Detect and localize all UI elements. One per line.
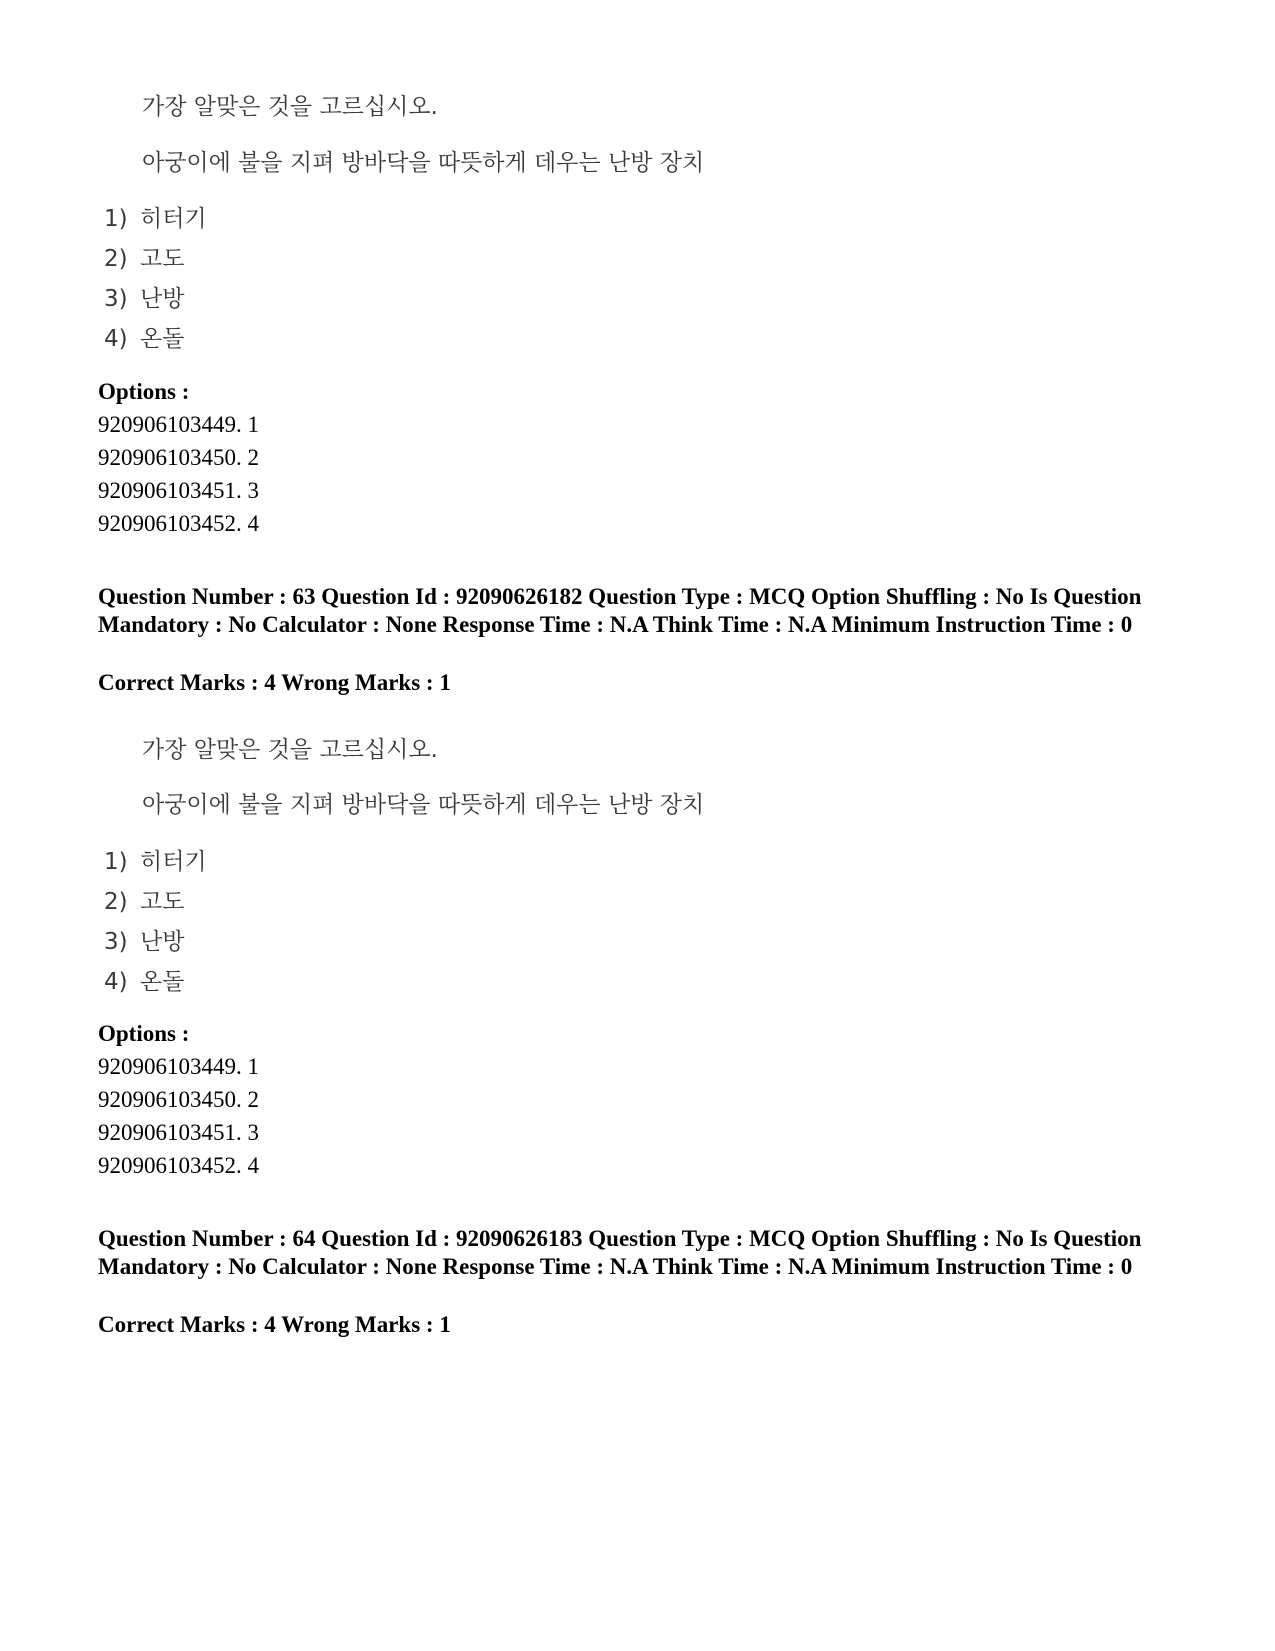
choice-text: 난방 bbox=[140, 929, 185, 955]
question-instruction: 가장 알맞은 것을 고르십시오. bbox=[142, 94, 438, 120]
choice-text: 고도 bbox=[140, 246, 185, 272]
choice-text: 고도 bbox=[140, 889, 185, 915]
choice-item bbox=[104, 200, 207, 233]
choice-number: 1) bbox=[104, 206, 128, 232]
choice-number: 4) bbox=[104, 326, 128, 352]
options-label: Options : bbox=[98, 1021, 190, 1046]
choice-text: 히터기 bbox=[140, 206, 207, 232]
option-line: 920906103449. 1 bbox=[98, 412, 259, 437]
choice-text: 히터기 bbox=[140, 849, 207, 875]
choice-item bbox=[104, 923, 184, 956]
question-header: Question Number : 63 Question Id : 92090626182 Question Type : MCQ Option Shuffling : No Is Question Mandatory : No Calculator : None Response Time : N.A Think Time : N.A Minimum Instruction Time : 0 bbox=[98, 584, 1142, 637]
question-marks: Correct Marks : 4 Wrong Marks : 1 bbox=[98, 1312, 451, 1337]
choice-item bbox=[104, 963, 184, 996]
choice-item bbox=[104, 883, 184, 916]
choice-item bbox=[104, 320, 184, 353]
choice-item bbox=[104, 240, 184, 273]
question-header: Question Number : 64 Question Id : 92090626183 Question Type : MCQ Option Shuffling : No Is Question Mandatory : No Calculator : None Response Time : N.A Think Time : N.A Minimum Instruction Time : 0 bbox=[98, 1226, 1142, 1279]
choice-number: 1) bbox=[104, 849, 128, 875]
choice-number: 2) bbox=[104, 889, 128, 915]
option-line: 920906103450. 2 bbox=[98, 445, 259, 470]
option-line: 920906103449. 1 bbox=[98, 1054, 259, 1079]
option-line: 920906103450. 2 bbox=[98, 1087, 259, 1112]
choice-number: 2) bbox=[104, 246, 128, 272]
question-prompt: 아궁이에 불을 지펴 방바닥을 따뜻하게 데우는 난방 장치 bbox=[142, 150, 705, 176]
option-line: 920906103451. 3 bbox=[98, 1120, 259, 1145]
choice-number: 4) bbox=[104, 969, 128, 995]
question-prompt: 아궁이에 불을 지펴 방바닥을 따뜻하게 데우는 난방 장치 bbox=[142, 792, 705, 818]
choice-text: 온돌 bbox=[140, 969, 185, 995]
choice-number: 3) bbox=[104, 286, 128, 312]
choice-text: 난방 bbox=[140, 286, 185, 312]
option-line: 920906103451. 3 bbox=[98, 478, 259, 503]
options-label: Options : bbox=[98, 379, 190, 404]
question-instruction: 가장 알맞은 것을 고르십시오. bbox=[142, 737, 438, 763]
choice-item bbox=[104, 843, 207, 876]
choice-text: 온돌 bbox=[140, 326, 185, 352]
choice-item bbox=[104, 280, 184, 313]
option-line: 920906103452. 4 bbox=[98, 1153, 259, 1178]
question-marks: Correct Marks : 4 Wrong Marks : 1 bbox=[98, 670, 451, 695]
option-line: 920906103452. 4 bbox=[98, 511, 259, 536]
choice-number: 3) bbox=[104, 929, 128, 955]
